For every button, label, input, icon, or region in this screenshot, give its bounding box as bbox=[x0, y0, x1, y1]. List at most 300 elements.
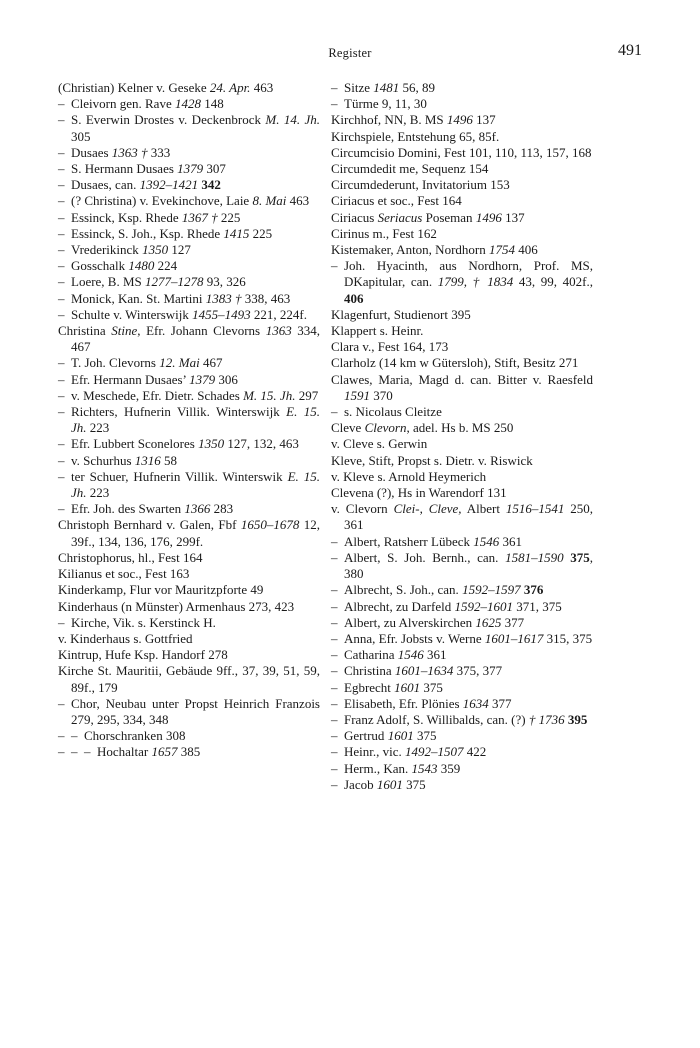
index-entry bbox=[58, 307, 320, 323]
entry-text: Essinck, S. Joh., Ksp. Rhede bbox=[71, 225, 224, 241]
entry-text: 375 bbox=[420, 679, 443, 695]
index-entry bbox=[331, 453, 593, 469]
index-entry bbox=[331, 177, 593, 193]
entry-text: Loere, B. MS bbox=[71, 274, 146, 290]
entry-text: (? Christina) v. Evekinchove, Laie bbox=[71, 193, 253, 209]
entry-italic-text: † 1736 bbox=[528, 711, 565, 727]
dash-marker: – bbox=[331, 711, 338, 727]
index-entry bbox=[58, 388, 320, 404]
entry-text: Türme 9, 11, 30 bbox=[344, 96, 427, 112]
entry-text: Schulte v. Winterswijk bbox=[71, 306, 193, 322]
index-entry bbox=[331, 728, 593, 744]
entry-italic-text: 1496 bbox=[446, 112, 473, 128]
dash-marker: – bbox=[58, 744, 65, 760]
entry-italic-text: 1428 bbox=[174, 96, 201, 112]
running-title: Register bbox=[328, 46, 372, 60]
dash-marker: – bbox=[58, 501, 65, 517]
entry-italic-text: 8. Mai bbox=[252, 193, 287, 209]
entry-text: Christina bbox=[344, 663, 395, 679]
entry-italic-text: E. 15. Jh. bbox=[71, 404, 320, 436]
index-entry bbox=[331, 647, 593, 663]
entry-italic-text: 1754 bbox=[488, 242, 515, 258]
index-entry bbox=[331, 210, 593, 226]
entry-italic-text: 1581–1590 bbox=[505, 549, 564, 565]
index-entry bbox=[58, 436, 320, 452]
entry-italic-text: 1799, † 1834 bbox=[437, 274, 514, 290]
entry-text: 370 bbox=[370, 387, 393, 403]
dash-marker: – bbox=[58, 371, 65, 387]
dash-marker: – bbox=[58, 468, 65, 484]
entry-text: Essinck, Ksp. Rhede bbox=[71, 209, 182, 225]
index-entry bbox=[331, 550, 593, 582]
index-entry bbox=[331, 534, 593, 550]
dash-marker: – bbox=[58, 695, 65, 711]
entry-text: Klagenfurt, Studienort 395 bbox=[331, 306, 471, 322]
index-column-right bbox=[331, 80, 593, 793]
entry-text: Elisabeth, Efr. Plönies bbox=[344, 695, 463, 711]
entry-italic-text: 1601 bbox=[387, 728, 414, 744]
entry-text: Albert, S. Joh. Bernh., can. bbox=[344, 549, 506, 565]
index-entry bbox=[331, 744, 593, 760]
entry-italic-text: 1350 bbox=[142, 242, 169, 258]
entry-text: 375 bbox=[413, 728, 437, 744]
entry-text: 224 bbox=[154, 258, 178, 274]
index-entry bbox=[331, 712, 593, 728]
dash-marker: – bbox=[71, 744, 78, 760]
index-entry bbox=[331, 161, 593, 177]
entry-text: v. Schurhus bbox=[71, 452, 135, 468]
entry-text: 371, 375 bbox=[512, 598, 562, 614]
entry-text: Egbrecht bbox=[344, 679, 395, 695]
entry-text: Kinderkamp, Flur vor Mauritzpforte 49 bbox=[58, 582, 264, 598]
dash-marker: – bbox=[58, 161, 65, 177]
entry-text: Cleve bbox=[331, 420, 365, 436]
index-entry bbox=[331, 469, 593, 485]
entry-text: 250, 361 bbox=[344, 501, 593, 533]
index-entry bbox=[58, 242, 320, 258]
dash-marker: – bbox=[58, 387, 65, 403]
entry-text: Franz Adolf, S. Willibalds, can. (?) bbox=[344, 711, 529, 727]
dash-marker: – bbox=[58, 355, 65, 371]
entry-italic-text: 1592–1601 bbox=[454, 598, 513, 614]
entry-italic-text: 1657 bbox=[151, 744, 178, 760]
dash-marker: – bbox=[71, 728, 78, 744]
entry-italic-text: 1516–1541 bbox=[505, 501, 565, 517]
entry-text: Christina bbox=[58, 323, 112, 339]
entry-text: 463 bbox=[250, 80, 274, 95]
index-entry bbox=[331, 323, 593, 339]
entry-text: 467 bbox=[199, 355, 223, 371]
entry-text: 137 bbox=[472, 112, 496, 128]
index-entry bbox=[58, 210, 320, 226]
entry-text: Monick, Kan. St. Martini bbox=[71, 290, 206, 306]
entry-text: Clarholz (14 km w Gütersloh), Stift, Besitz 271 bbox=[331, 355, 579, 371]
entry-text: Christophorus, hl., Fest 164 bbox=[58, 549, 203, 565]
entry-italic-text: 1496 bbox=[475, 209, 502, 225]
dash-marker: – bbox=[58, 290, 65, 306]
entry-text: Albrecht, S. Joh., can. bbox=[344, 582, 463, 598]
entry-text: 307 bbox=[203, 161, 226, 177]
dash-marker: – bbox=[331, 598, 338, 614]
index-entry bbox=[58, 517, 320, 549]
entry-italic-text: Clei-, Cleve, bbox=[393, 501, 462, 517]
entry-text: Gosschalk bbox=[71, 258, 129, 274]
entry-text: Kirchhof, NN, B. MS bbox=[331, 112, 447, 128]
entry-text: Kirchspiele, Entstehung 65, 85f. bbox=[331, 128, 500, 144]
index-entry bbox=[58, 566, 320, 582]
dash-marker: – bbox=[331, 760, 338, 776]
entry-text: T. Joh. Clevorns bbox=[71, 355, 160, 371]
index-entry bbox=[58, 631, 320, 647]
index-entry bbox=[58, 599, 320, 615]
index-entry bbox=[58, 80, 320, 96]
index-entry bbox=[331, 582, 593, 598]
index-entry bbox=[58, 291, 320, 307]
index-entry bbox=[331, 680, 593, 696]
entry-text: Clara v., Fest 164, 173 bbox=[331, 339, 449, 355]
entry-italic-text: 1650–1678 bbox=[240, 517, 300, 533]
index-entry bbox=[58, 615, 320, 631]
dash-marker: – bbox=[331, 679, 338, 695]
dash-marker: – bbox=[331, 647, 338, 663]
entry-text: v. Clevorn bbox=[331, 501, 394, 517]
dash-marker: – bbox=[331, 695, 338, 711]
entry-text: , adel. Hs b. MS 250 bbox=[406, 420, 514, 436]
page-header bbox=[58, 42, 642, 66]
entry-text: Albert, zu Alverskirchen bbox=[344, 614, 476, 630]
index-entry bbox=[58, 112, 320, 144]
index-entry bbox=[331, 145, 593, 161]
entry-text: v. Meschede, Efr. Dietr. Schades bbox=[71, 387, 244, 403]
entry-text: Kistemaker, Anton, Nordhorn bbox=[331, 242, 489, 258]
entry-italic-text: 1543 bbox=[411, 760, 438, 776]
entry-italic-text: 1367 † bbox=[181, 209, 218, 225]
entry-text: 463 bbox=[286, 193, 310, 209]
entry-text: Efr. Joh. des Swarten bbox=[71, 501, 185, 517]
entry-italic-text: 1546 bbox=[473, 533, 500, 549]
entry-text: Gertrud bbox=[344, 728, 388, 744]
entry-italic-text: 1601–1617 bbox=[484, 630, 544, 646]
entry-text: Kinderhaus (n Münster) Armenhaus 273, 423 bbox=[58, 598, 295, 614]
entry-text: 43, 99, 402f., bbox=[513, 274, 593, 290]
entry-text: 127 bbox=[168, 242, 191, 258]
entry-text: Ciriacus et soc., Fest 164 bbox=[331, 193, 462, 209]
entry-bold-page: 406 bbox=[344, 290, 364, 306]
index-entry bbox=[58, 550, 320, 566]
entry-text: Joh. Hyacinth, aus Nordhorn, Prof. MS, DKapitular, can. bbox=[344, 258, 593, 290]
entry-italic-text: Seriacus bbox=[377, 209, 423, 225]
dash-marker: – bbox=[58, 225, 65, 241]
entry-text: Clawes, Maria, Magd d. can. Bitter v. Raesfeld bbox=[331, 371, 593, 387]
entry-text: 225 bbox=[217, 209, 241, 225]
index-entry bbox=[58, 453, 320, 469]
entry-text: Circumcisio Domini, Fest 101, 110, 113, 157, 168 bbox=[331, 144, 592, 160]
entry-bold-page: 342 bbox=[201, 177, 221, 193]
index-entry bbox=[58, 744, 320, 760]
entry-italic-text: 1363 bbox=[265, 323, 292, 339]
dash-marker: – bbox=[58, 242, 65, 258]
entry-italic-text: M. 14. Jh. bbox=[265, 112, 320, 128]
entry-text: 361 bbox=[423, 647, 447, 663]
entry-italic-text: 1634 bbox=[462, 695, 489, 711]
dash-marker: – bbox=[331, 80, 338, 95]
index-entry bbox=[331, 307, 593, 323]
entry-text: Kirche, Vik. s. Kerstinck H. bbox=[71, 614, 216, 630]
entry-bold-page: 376 bbox=[523, 582, 544, 598]
index-entry bbox=[331, 599, 593, 615]
dash-marker: – bbox=[58, 306, 65, 322]
entry-text: 221, 224f. bbox=[250, 306, 308, 322]
dash-marker: – bbox=[331, 744, 338, 760]
entry-text: Chor, Neubau unter Propst Heinrich Franzois 279, 295, 334, 348 bbox=[71, 695, 320, 727]
entry-italic-text: 1379 bbox=[177, 161, 204, 177]
entry-italic-text: 1592–1597 bbox=[462, 582, 521, 598]
index-entry bbox=[331, 242, 593, 258]
dash-marker: – bbox=[58, 274, 65, 290]
entry-text: S. Hermann Dusaes bbox=[71, 161, 178, 177]
dash-marker: – bbox=[331, 404, 338, 420]
entry-text: Catharina bbox=[344, 647, 398, 663]
index-entry bbox=[331, 129, 593, 145]
entry-text: Jacob bbox=[344, 776, 377, 792]
entry-text: Kintrup, Hufe Ksp. Handorf 278 bbox=[58, 647, 228, 663]
index-entry bbox=[331, 404, 593, 420]
index-entry bbox=[58, 582, 320, 598]
entry-text: 359 bbox=[437, 760, 461, 776]
entry-text: S. Everwin Drostes v. Deckenbrock bbox=[71, 112, 266, 128]
dash-marker: – bbox=[331, 663, 338, 679]
entry-text: Cirinus m., Fest 162 bbox=[331, 225, 437, 241]
entry-text: Kirche St. Mauritii, Gebäude 9ff., 37, 39, 51, 59, 89f., 179 bbox=[58, 663, 320, 695]
entry-italic-text: 1601 bbox=[394, 679, 421, 695]
index-entry bbox=[331, 663, 593, 679]
entry-text: Clevena (?), Hs in Warendorf 131 bbox=[331, 485, 507, 501]
index-entry bbox=[331, 226, 593, 242]
entry-text: 225 bbox=[249, 225, 273, 241]
entry-text: 334, 467 bbox=[71, 323, 321, 355]
dash-marker: – bbox=[58, 614, 65, 630]
entry-italic-text: 1392–1421 bbox=[139, 177, 199, 193]
entry-text: Kleve, Stift, Propst s. Dietr. v. Riswick bbox=[331, 452, 533, 468]
entry-text: ter Schuer, Hufnerin Villik. Winterswik bbox=[71, 468, 288, 484]
entry-text: 406 bbox=[514, 242, 538, 258]
entry-text: 12, 39f., 134, 136, 176, 299f. bbox=[71, 517, 320, 549]
entry-text: Christoph Bernhard v. Galen, Fbf bbox=[58, 517, 241, 533]
index-entry bbox=[58, 177, 320, 193]
index-entry bbox=[331, 339, 593, 355]
dash-marker: – bbox=[331, 96, 338, 112]
entry-text: 375, 377 bbox=[453, 663, 503, 679]
entry-text: , Efr. Johann Clevorns bbox=[137, 323, 266, 339]
entry-text: Efr. Hermann Dusaes’ bbox=[71, 371, 190, 387]
index-entry bbox=[331, 96, 593, 112]
entry-text: Heinr., vic. bbox=[344, 744, 406, 760]
index-entry bbox=[331, 258, 593, 307]
index-entry bbox=[58, 274, 320, 290]
entry-text: (Christian) Kelner v. Geseke bbox=[58, 80, 210, 95]
entry-text: 223 bbox=[86, 485, 110, 501]
index-entry bbox=[58, 728, 320, 744]
index-entry bbox=[58, 355, 320, 371]
entry-text: 93, 326 bbox=[203, 274, 246, 290]
dash-marker: – bbox=[58, 728, 65, 744]
entry-italic-text: E. 15. Jh. bbox=[71, 468, 320, 501]
dash-marker: – bbox=[58, 258, 65, 274]
entry-text: Sitze bbox=[344, 80, 374, 95]
entry-italic-text: 1481 bbox=[373, 80, 400, 95]
entry-italic-text: 1383 † bbox=[205, 290, 242, 306]
index-entry bbox=[58, 226, 320, 242]
entry-text: Klappert s. Heinr. bbox=[331, 323, 424, 339]
index-entry bbox=[331, 420, 593, 436]
entry-text: 56, 89 bbox=[399, 80, 435, 95]
entry-italic-text: 1366 bbox=[184, 501, 211, 517]
entry-italic-text: 1316 bbox=[134, 452, 161, 468]
entry-text: 377 bbox=[501, 614, 525, 630]
index-entry bbox=[58, 145, 320, 161]
entry-text: Dusaes, can. bbox=[71, 177, 140, 193]
entry-text: 306 bbox=[215, 371, 238, 387]
index-entry bbox=[331, 436, 593, 452]
entry-italic-text: 1350 bbox=[198, 436, 225, 452]
index-entry bbox=[331, 615, 593, 631]
entry-text: v. Kinderhaus s. Gottfried bbox=[58, 630, 193, 646]
entry-text: 58 bbox=[160, 452, 178, 468]
entry-text: Poseman bbox=[422, 209, 476, 225]
entry-italic-text: 1625 bbox=[475, 614, 502, 630]
entry-bold-page: 395 bbox=[567, 711, 588, 727]
entry-text: 223 bbox=[86, 420, 110, 436]
index-entry bbox=[58, 372, 320, 388]
entry-text: Kilianus et soc., Fest 163 bbox=[58, 566, 190, 582]
entry-text: Albert, Ratsherr Lübeck bbox=[344, 533, 474, 549]
dash-marker: – bbox=[58, 112, 65, 128]
entry-italic-text: Clevorn bbox=[364, 420, 407, 436]
entry-text: 297 bbox=[295, 387, 319, 403]
entry-text: Anna, Efr. Jobsts v. Werne bbox=[344, 630, 485, 646]
entry-text: 338, 463 bbox=[241, 290, 291, 306]
index-entry bbox=[331, 372, 593, 404]
entry-text: s. Nicolaus Cleitze bbox=[344, 404, 442, 420]
entry-italic-text: 1379 bbox=[189, 371, 216, 387]
entry-italic-text: 1492–1507 bbox=[405, 744, 464, 760]
entry-text: 127, 132, 463 bbox=[224, 436, 299, 452]
index-entry bbox=[331, 193, 593, 209]
entry-italic-text: 1455–1493 bbox=[192, 306, 251, 322]
dash-marker: – bbox=[58, 436, 65, 452]
dash-marker: – bbox=[331, 533, 338, 549]
entry-text: 385 bbox=[177, 744, 201, 760]
index-entry bbox=[58, 404, 320, 436]
entry-text: Dusaes bbox=[71, 144, 112, 160]
dash-marker: – bbox=[58, 404, 65, 420]
entry-text: v. Kleve s. Arnold Heymerich bbox=[331, 468, 487, 484]
entry-italic-text: 1415 bbox=[223, 225, 250, 241]
entry-italic-text: 1591 bbox=[344, 387, 370, 403]
entry-italic-text: 1601–1634 bbox=[394, 663, 454, 679]
entry-text: Vrederikinck bbox=[71, 242, 143, 258]
entry-text: 315, 375 bbox=[543, 630, 593, 646]
entry-italic-text: 12. Mai bbox=[159, 355, 200, 371]
index-entry bbox=[331, 485, 593, 501]
index-entry bbox=[331, 761, 593, 777]
page-number: 491 bbox=[618, 42, 642, 59]
entry-text: 361 bbox=[499, 533, 522, 549]
entry-italic-text: 1363 † bbox=[111, 144, 148, 160]
entry-text: Chorschranken 308 bbox=[84, 728, 186, 744]
entry-bold-page: 375 bbox=[570, 549, 590, 565]
entry-text: Cleivorn gen. Rave bbox=[71, 96, 175, 112]
entry-text: 148 bbox=[200, 96, 224, 112]
entry-italic-text: 24. Apr. bbox=[209, 80, 251, 95]
dash-marker: – bbox=[58, 193, 65, 209]
dash-marker: – bbox=[58, 452, 65, 468]
index-entry bbox=[58, 161, 320, 177]
index-entry bbox=[331, 631, 593, 647]
entry-italic-text: 1480 bbox=[128, 258, 155, 274]
entry-text: Hochaltar bbox=[97, 744, 152, 760]
dash-marker: – bbox=[331, 728, 338, 744]
entry-text: , 380 bbox=[344, 549, 593, 582]
entry-text: Richters, Hufnerin Villik. Winterswijk bbox=[71, 404, 287, 420]
dash-marker: – bbox=[331, 582, 338, 598]
entry-text: v. Cleve s. Gerwin bbox=[331, 436, 428, 452]
index-entry bbox=[58, 647, 320, 663]
dash-marker: – bbox=[58, 177, 65, 193]
entry-text: 283 bbox=[210, 501, 234, 517]
entry-text: 137 bbox=[501, 209, 525, 225]
dash-marker: – bbox=[58, 144, 65, 160]
dash-marker: – bbox=[84, 744, 91, 760]
entry-text: Efr. Lubbert Sconelores bbox=[71, 436, 199, 452]
index-entry bbox=[58, 469, 320, 501]
index-entry bbox=[58, 696, 320, 728]
dash-marker: – bbox=[58, 209, 65, 225]
index-entry bbox=[331, 80, 593, 96]
entry-italic-text: Stine bbox=[111, 323, 138, 339]
entry-text: 422 bbox=[463, 744, 487, 760]
index-entry bbox=[331, 696, 593, 712]
index-entry bbox=[58, 258, 320, 274]
index-column-left bbox=[58, 80, 320, 761]
entry-text: Herm., Kan. bbox=[344, 760, 412, 776]
entry-text: 305 bbox=[71, 128, 91, 144]
dash-marker: – bbox=[58, 96, 65, 112]
entry-text: Circumdederunt, Invitatorium 153 bbox=[331, 177, 510, 193]
index-entry bbox=[58, 501, 320, 517]
index-entry bbox=[58, 323, 320, 355]
entry-text: Ciriacus bbox=[331, 209, 378, 225]
entry-italic-text: 1277–1278 bbox=[145, 274, 204, 290]
entry-italic-text: 1601 bbox=[376, 776, 403, 792]
dash-marker: – bbox=[331, 630, 338, 646]
index-entry bbox=[331, 355, 593, 371]
entry-text: 375 bbox=[402, 776, 426, 792]
index-entry bbox=[58, 193, 320, 209]
entry-text: Circumdedit me, Sequenz 154 bbox=[331, 161, 489, 177]
index-entry bbox=[331, 501, 593, 533]
entry-text: Albrecht, zu Darfeld bbox=[344, 598, 455, 614]
dash-marker: – bbox=[331, 258, 338, 274]
entry-italic-text: M. 15. Jh. bbox=[243, 387, 296, 403]
entry-text: Albert bbox=[461, 501, 506, 517]
index-entry bbox=[58, 663, 320, 695]
index-entry bbox=[331, 112, 593, 128]
entry-text: 333 bbox=[147, 144, 171, 160]
dash-marker: – bbox=[331, 549, 338, 565]
dash-marker: – bbox=[331, 614, 338, 630]
dash-marker: – bbox=[331, 776, 338, 792]
